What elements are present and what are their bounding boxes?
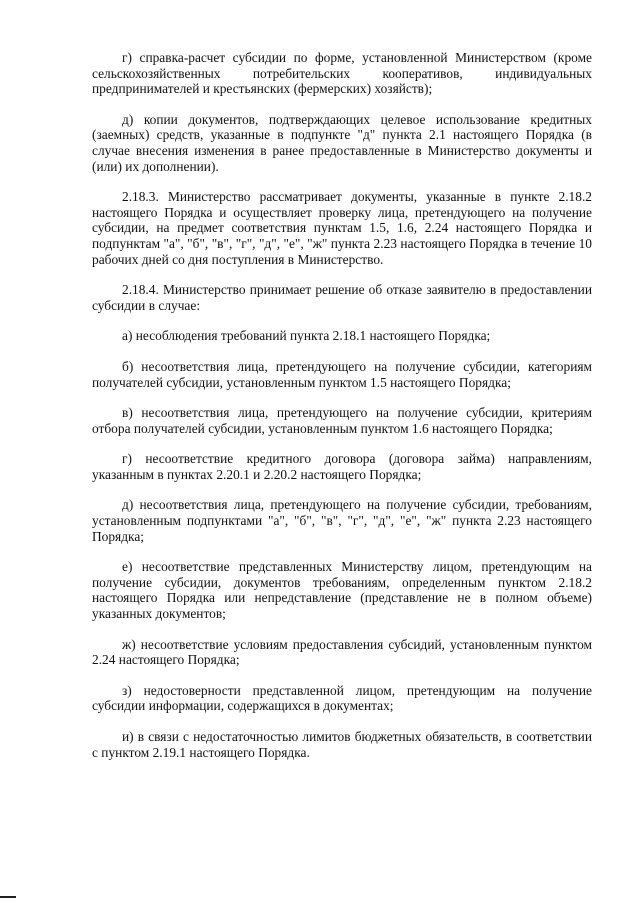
paragraph-refusal-a: а) несоблюдения требований пункта 2.18.1 настоящего Порядка; <box>122 328 491 344</box>
paragraph-refusal-e: е) несоответствие представленных Министерству лицом, претендующим на получение субсидии, документов требованиям, определенным пунктом 2.18.2 настоящего Порядка или непредставление (представление не в полном объеме) указанных документов; <box>92 559 592 622</box>
paragraph-refusal-v: в) несоответствия лица, претендующего на получение субсидии, критериям отбора получателей субсидии, установленным пунктом 1.6 настоящего Порядка; <box>92 405 592 436</box>
paragraph-refusal-i: и) в связи с недостаточностью лимитов бюджетных обязательств, в соответствии с пунктом 2.19.1 настоящего Порядка. <box>92 729 592 760</box>
paragraph-refusal-g: г) несоответствие кредитного договора (договора займа) направлениям, указанным в пунктах 2.20.1 и 2.20.2 настоящего Порядка; <box>92 451 592 482</box>
paragraph-subitem-d-copies: д) копии документов, подтверждающих целевое использование кредитных (заемных) средств, указанные в подпункте "д" пункта 2.1 настоящего Порядка (в случае внесения изменения в ранее предоставленные в Министерство документы и (или) их дополнении). <box>92 111 592 174</box>
paragraph-2-18-4: 2.18.4. Министерство принимает решение об отказе заявителю в предоставлении субсидии в случае: <box>92 282 592 313</box>
paragraph-refusal-z: з) недостоверности представленной лицом, претендующим на получение субсидии информации, содержащихся в документах; <box>92 682 592 714</box>
paragraph-2-18-3: 2.18.3. Министерство рассматривает документы, указанные в пункте 2.18.2 настоящего Порядка и осуществляет проверку лица, претендующего на получение субсидии, на предмет соответствия пунктам 1.5, 1.6, 2.24 настоящего Порядка и подпунктам "а", "б", "в", "г", "д", "е", "ж" пункта 2.23 настоящего Порядка в течение 10 рабочих дней со дня поступления в Министерство. <box>92 189 592 267</box>
paragraph-refusal-b: б) несоответствия лица, претендующего на получение субсидии, категориям получателей субсидии, установленным пунктом 1.5 настоящего Порядка; <box>92 358 592 390</box>
document-page <box>92 50 592 775</box>
paragraph-refusal-zh: ж) несоответствие условиям предоставления субсидий, установленным пунктом 2.24 настоящего Порядка; <box>92 636 592 668</box>
paragraph-refusal-d: д) несоответствия лица, претендующего на получение субсидии, требованиям, установленным подпунктами "а", "б", "в", "г", "д", "е", "ж" пункта 2.23 настоящего Порядка; <box>92 497 592 544</box>
scan-edge-mark <box>0 896 16 898</box>
paragraph-subitem-g-calc: г) справка-расчет субсидии по форме, установленной Министерством (кроме сельскохозяйственных потребительских кооперативов, индивидуальных предпринимателей и крестьянских (фермерских) хозяйств); <box>92 50 592 97</box>
